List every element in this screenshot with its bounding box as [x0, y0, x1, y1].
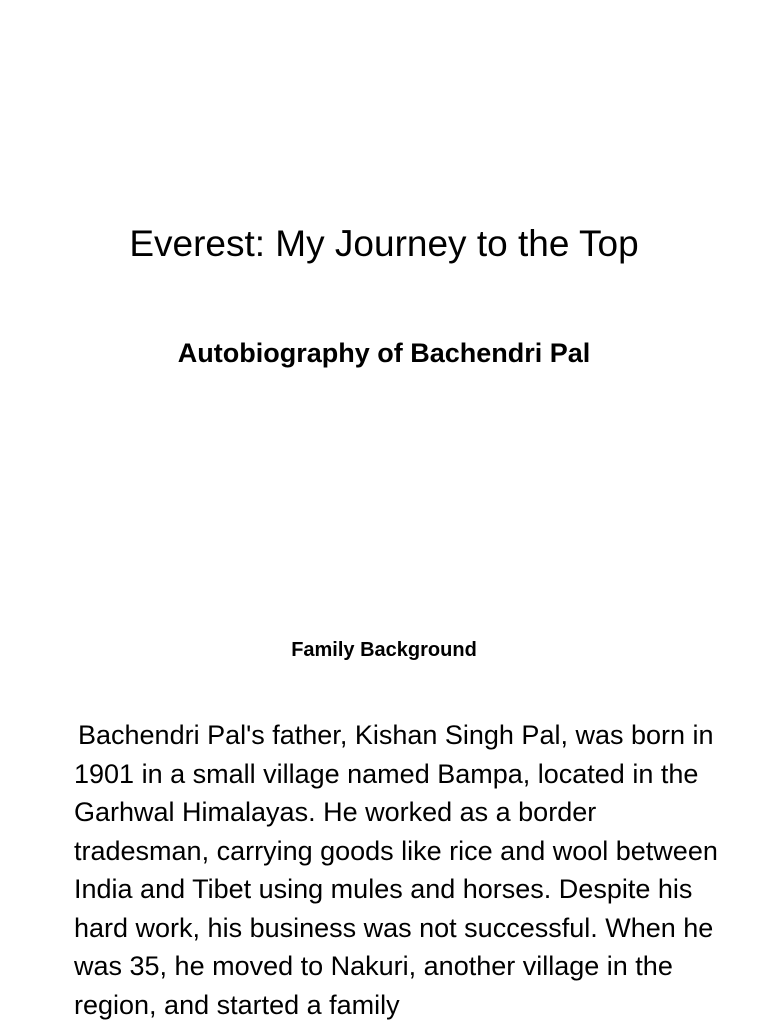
document-title: Everest: My Journey to the Top [129, 223, 639, 264]
body-paragraph: Bachendri Pal's father, Kishan Singh Pal, was born in 1901 in a small village named Bampa, located in the Garhwal Himalayas. He worked as a border tradesman, carrying goods like rice and wool between India and Tibet using mules and horses. Despite his hard work, his business was not successful. When he was 35, he moved to Nakuri, another village in the region, and started a family [74, 720, 718, 1020]
document-subtitle: Autobiography of Bachendri Pal [177, 338, 591, 368]
section-heading: Family Background [291, 639, 477, 661]
